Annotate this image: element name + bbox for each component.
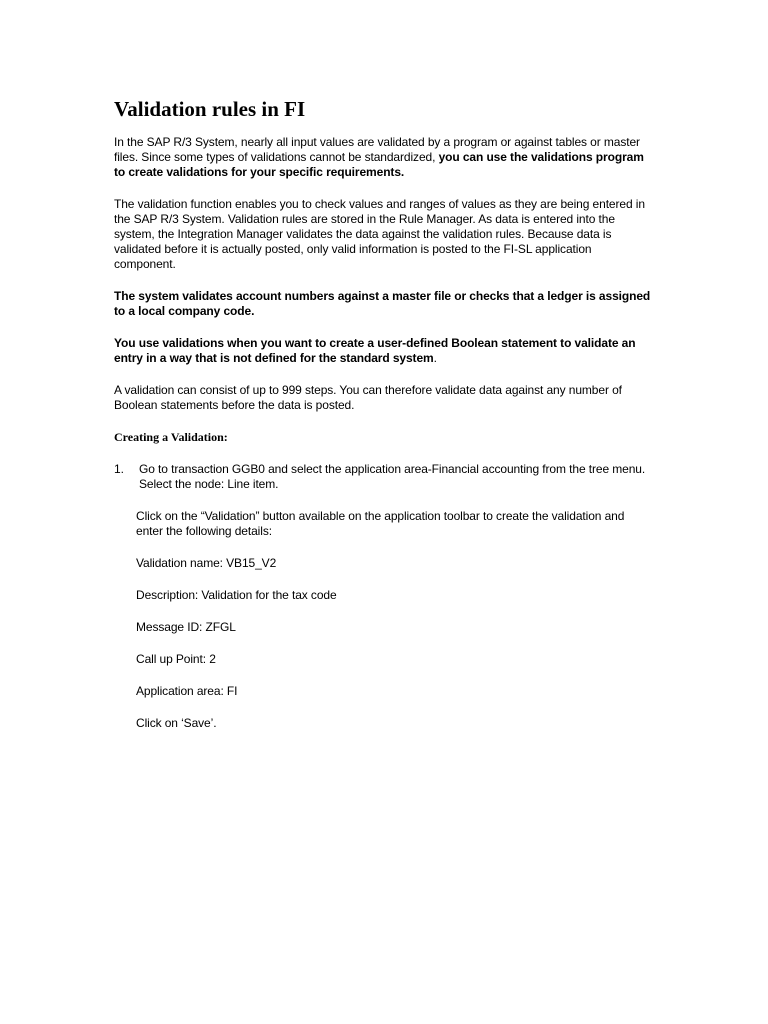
intro-text: In the SAP R/3 System, nearly all input values are validated by a program or against tables or master files. Since some types of validations cannot be standardized, <box>114 135 640 164</box>
field-application-area: Application area: FI <box>136 684 238 698</box>
save-instruction: Click on ‘Save’. <box>136 716 217 730</box>
step-1 <box>114 462 654 731</box>
steps-paragraph: A validation can consist of up to 999 steps. You can therefore validate data against any number of Boolean statements before the data is posted. <box>114 383 622 412</box>
boolean-period: . <box>433 351 437 365</box>
step-number: 1. <box>114 462 124 476</box>
field-message-id: Message ID: ZFGL <box>136 620 236 634</box>
intro-bold-text: you can use the validations program to create validations for your specific requirements. <box>114 150 644 179</box>
step-instruction: Go to transaction GGB0 and select the application area-Financial accounting from the tree menu. Select the node: Line item. <box>139 462 646 491</box>
boolean-bold-text: You use validations when you want to create a user-defined Boolean statement to validate an entry in a way that is not defined for the standard system <box>114 336 636 365</box>
field-description: Description: Validation for the tax code <box>136 588 337 602</box>
field-call-up-point: Call up Point: 2 <box>136 652 216 666</box>
step-click-instruction: Click on the “Validation” button available on the application toolbar to create the validation and enter the following details: <box>136 509 625 538</box>
field-validation-name: Validation name: VB15_V2 <box>136 556 277 570</box>
page-title: Validation rules in FI <box>114 97 306 121</box>
step-body <box>136 462 654 731</box>
validation-function-paragraph: The validation function enables you to check values and ranges of values as they are being entered in the SAP R/3 System. Validation rules are stored in the Rule Manager. As data is entered into the system, the Integration Manager validates the data against the validation rules. Because data is validated before it is actually posted, only valid information is posted to the FI-SL application component. <box>114 197 645 271</box>
boolean-statement-paragraph <box>114 336 654 366</box>
account-validation-paragraph: The system validates account numbers against a master file or checks that a ledger is assigned to a local company code. <box>114 289 651 318</box>
intro-paragraph <box>114 135 654 180</box>
section-heading: Creating a Validation: <box>114 430 228 444</box>
document-page <box>114 96 654 748</box>
